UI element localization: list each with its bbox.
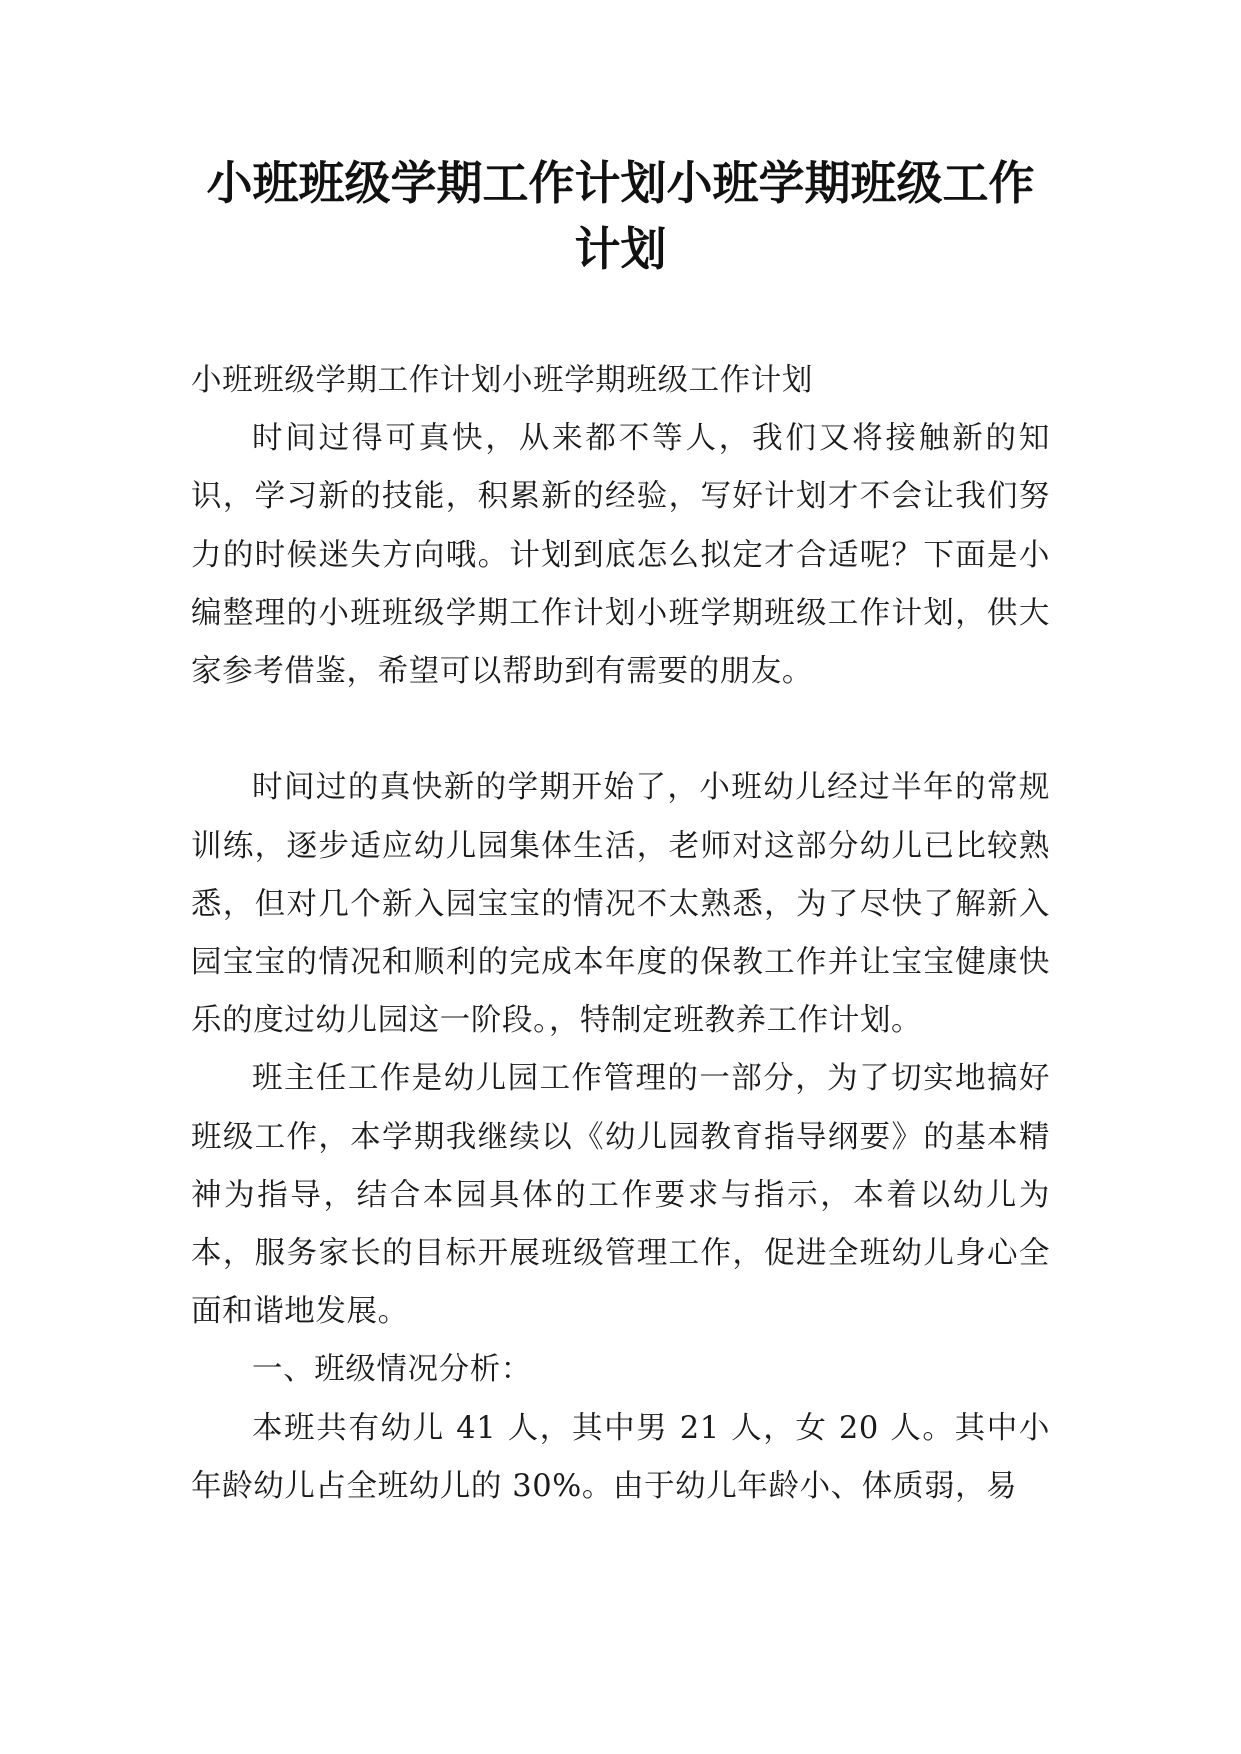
section-heading-class-analysis: 一、班级情况分析： [252, 1352, 532, 1388]
paragraph-new-semester: 时间过的真快新的学期开始了，小班幼儿经过半年的常规训练，逐步适应幼儿园集体生活，老师对这部分幼儿已比较熟悉，但对几个新入园宝宝的情况不太熟悉，为了尽快了解新入园宝宝的情况和顺利的完成本年度的保教工作并让宝宝健康快乐的度过幼儿园这一阶段。，特制定班教养工作计划。 [191, 770, 1050, 1039]
intro-paragraph: 时间过得可真快，从来都不等人，我们又将接触新的知识，学习新的技能，积累新的经验，写好计划才不会让我们努力的时候迷失方向哦。计划到底怎么拟定才合适呢？下面是小编整理的小班班级学期工作计划小班学期班级工作计划，供大家参考借鉴，希望可以帮助到有需要的朋友。 [191, 421, 1050, 690]
document-title: 小班班级学期工作计划小班学期班级工作计划 [206, 156, 1035, 276]
paragraph-class-stats: 本班共有幼儿 41 人，其中男 21 人，女 20 人。其中小年龄幼儿占全班幼儿的 30%。由于幼儿年龄小、体质弱，易 [191, 1410, 1050, 1504]
document-body [191, 352, 1050, 1516]
paragraph-class-management: 班主任工作是幼儿园工作管理的一部分，为了切实地搞好班级工作，本学期我继续以《幼儿园教育指导纲要》的基本精神为指导，结合本园具体的工作要求与指示，本着以幼儿为本，服务家长的目标开展班级管理工作，促进全班幼儿身心全面和谐地发展。 [191, 1061, 1050, 1330]
document-subtitle: 小班班级学期工作计划小班学期班级工作计划 [191, 363, 813, 398]
